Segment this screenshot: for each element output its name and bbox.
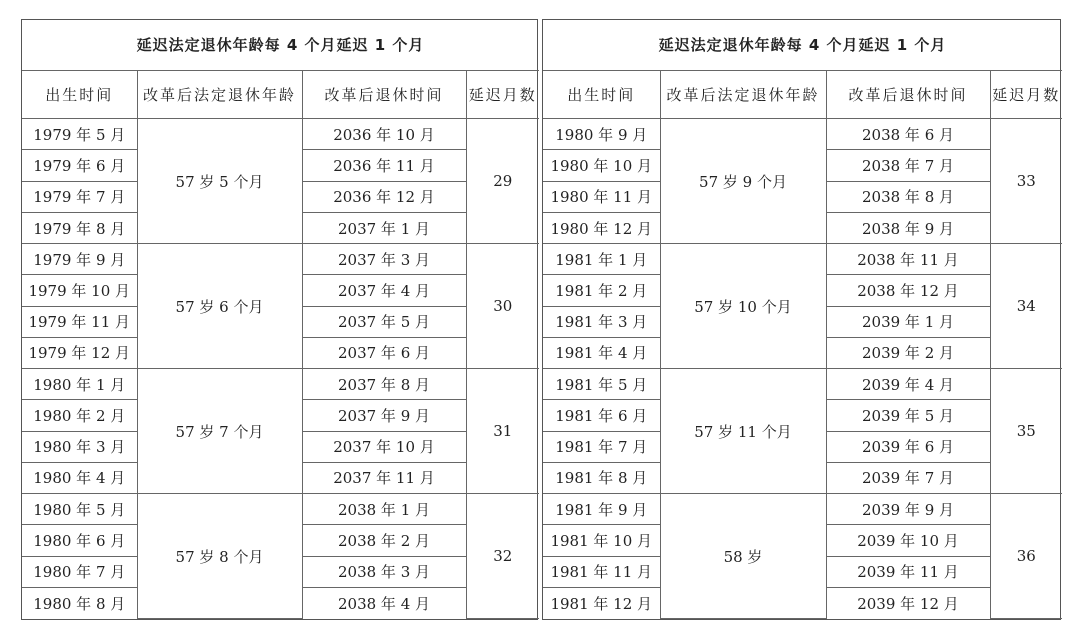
birth-time-cell: 1979 年 7 月 (22, 181, 137, 212)
retirement-age-cell: 57 岁 10 个月 (660, 244, 826, 369)
header-birth-time: 出生时间 (543, 70, 660, 118)
retirement-time-cell: 2036 年 10 月 (302, 119, 466, 150)
retirement-age-cell: 57 岁 8 个月 (137, 494, 302, 619)
table-title: 延迟法定退休年龄每 4 个月延迟 1 个月 (22, 20, 539, 70)
delay-months-cell: 30 (466, 244, 539, 369)
retirement-time-cell: 2037 年 3 月 (302, 244, 466, 275)
retirement-age-cell: 57 岁 11 个月 (660, 369, 826, 494)
delay-months-cell: 36 (990, 494, 1062, 619)
birth-time-cell: 1980 年 3 月 (22, 431, 137, 462)
table-row (543, 369, 1062, 400)
birth-time-cell: 1980 年 8 月 (22, 587, 137, 618)
retirement-age-cell: 58 岁 (660, 494, 826, 619)
retirement-time-cell: 2039 年 6 月 (826, 431, 990, 462)
retirement-time-cell: 2037 年 1 月 (302, 212, 466, 243)
birth-time-cell: 1981 年 11 月 (543, 556, 660, 587)
birth-time-cell: 1980 年 11 月 (543, 181, 660, 212)
header-retirement-time: 改革后退休时间 (826, 70, 990, 118)
retirement-time-cell: 2037 年 5 月 (302, 306, 466, 337)
birth-time-cell: 1980 年 7 月 (22, 556, 137, 587)
header-birth-time: 出生时间 (22, 70, 137, 118)
retirement-time-cell: 2038 年 12 月 (826, 275, 990, 306)
retirement-time-cell: 2038 年 1 月 (302, 494, 466, 525)
retirement-time-cell: 2038 年 6 月 (826, 119, 990, 150)
retirement-time-cell: 2039 年 1 月 (826, 306, 990, 337)
birth-time-cell: 1979 年 5 月 (22, 119, 137, 150)
table-row (543, 119, 1062, 150)
retirement-schedule-table (22, 20, 539, 619)
birth-time-cell: 1979 年 10 月 (22, 275, 137, 306)
birth-time-cell: 1981 年 5 月 (543, 369, 660, 400)
retirement-time-cell: 2037 年 11 月 (302, 462, 466, 493)
header-retirement-age: 改革后法定退休年龄 (660, 70, 826, 118)
delay-months-cell: 35 (990, 369, 1062, 494)
title-row (22, 20, 539, 70)
birth-time-cell: 1980 年 2 月 (22, 400, 137, 431)
retirement-time-cell: 2038 年 8 月 (826, 181, 990, 212)
table-title: 延迟法定退休年龄每 4 个月延迟 1 个月 (543, 20, 1062, 70)
delay-months-cell: 34 (990, 244, 1062, 369)
retirement-age-cell: 57 岁 7 个月 (137, 369, 302, 494)
birth-time-cell: 1979 年 6 月 (22, 150, 137, 181)
retirement-age-cell: 57 岁 6 个月 (137, 244, 302, 369)
birth-time-cell: 1980 年 4 月 (22, 462, 137, 493)
header-row (543, 70, 1062, 118)
retirement-time-cell: 2038 年 9 月 (826, 212, 990, 243)
retirement-time-cell: 2039 年 2 月 (826, 337, 990, 368)
retirement-time-cell: 2037 年 10 月 (302, 431, 466, 462)
birth-time-cell: 1980 年 9 月 (543, 119, 660, 150)
retirement-time-cell: 2038 年 11 月 (826, 244, 990, 275)
retirement-table-left (21, 19, 538, 620)
retirement-time-cell: 2038 年 3 月 (302, 556, 466, 587)
delay-months-cell: 32 (466, 494, 539, 619)
retirement-time-cell: 2036 年 12 月 (302, 181, 466, 212)
retirement-time-cell: 2037 年 8 月 (302, 369, 466, 400)
retirement-time-cell: 2039 年 12 月 (826, 587, 990, 618)
birth-time-cell: 1981 年 8 月 (543, 462, 660, 493)
retirement-time-cell: 2037 年 6 月 (302, 337, 466, 368)
birth-time-cell: 1980 年 12 月 (543, 212, 660, 243)
retirement-table-right (542, 19, 1061, 620)
header-row (22, 70, 539, 118)
retirement-time-cell: 2038 年 7 月 (826, 150, 990, 181)
table-row (22, 244, 539, 275)
retirement-time-cell: 2038 年 4 月 (302, 587, 466, 618)
birth-time-cell: 1980 年 10 月 (543, 150, 660, 181)
title-row (543, 20, 1062, 70)
retirement-time-cell: 2037 年 9 月 (302, 400, 466, 431)
birth-time-cell: 1981 年 1 月 (543, 244, 660, 275)
retirement-age-cell: 57 岁 9 个月 (660, 119, 826, 244)
retirement-time-cell: 2039 年 5 月 (826, 400, 990, 431)
birth-time-cell: 1981 年 3 月 (543, 306, 660, 337)
retirement-time-cell: 2036 年 11 月 (302, 150, 466, 181)
birth-time-cell: 1981 年 7 月 (543, 431, 660, 462)
retirement-time-cell: 2039 年 10 月 (826, 525, 990, 556)
header-delay-months: 延迟月数 (990, 70, 1062, 118)
header-delay-months: 延迟月数 (466, 70, 539, 118)
table-row (22, 369, 539, 400)
delay-months-cell: 31 (466, 369, 539, 494)
table-row (22, 494, 539, 525)
retirement-time-cell: 2039 年 11 月 (826, 556, 990, 587)
header-retirement-age: 改革后法定退休年龄 (137, 70, 302, 118)
delay-months-cell: 29 (466, 119, 539, 244)
birth-time-cell: 1979 年 8 月 (22, 212, 137, 243)
birth-time-cell: 1981 年 10 月 (543, 525, 660, 556)
birth-time-cell: 1980 年 5 月 (22, 494, 137, 525)
birth-time-cell: 1980 年 1 月 (22, 369, 137, 400)
birth-time-cell: 1981 年 4 月 (543, 337, 660, 368)
birth-time-cell: 1979 年 11 月 (22, 306, 137, 337)
birth-time-cell: 1981 年 2 月 (543, 275, 660, 306)
birth-time-cell: 1979 年 12 月 (22, 337, 137, 368)
birth-time-cell: 1980 年 6 月 (22, 525, 137, 556)
birth-time-cell: 1979 年 9 月 (22, 244, 137, 275)
delay-months-cell: 33 (990, 119, 1062, 244)
retirement-time-cell: 2039 年 4 月 (826, 369, 990, 400)
retirement-time-cell: 2037 年 4 月 (302, 275, 466, 306)
retirement-age-cell: 57 岁 5 个月 (137, 119, 302, 244)
table-row (543, 244, 1062, 275)
retirement-time-cell: 2038 年 2 月 (302, 525, 466, 556)
retirement-time-cell: 2039 年 7 月 (826, 462, 990, 493)
birth-time-cell: 1981 年 9 月 (543, 494, 660, 525)
birth-time-cell: 1981 年 12 月 (543, 587, 660, 618)
header-retirement-time: 改革后退休时间 (302, 70, 466, 118)
table-row (543, 494, 1062, 525)
birth-time-cell: 1981 年 6 月 (543, 400, 660, 431)
retirement-time-cell: 2039 年 9 月 (826, 494, 990, 525)
retirement-schedule-table (543, 20, 1062, 619)
table-row (22, 119, 539, 150)
